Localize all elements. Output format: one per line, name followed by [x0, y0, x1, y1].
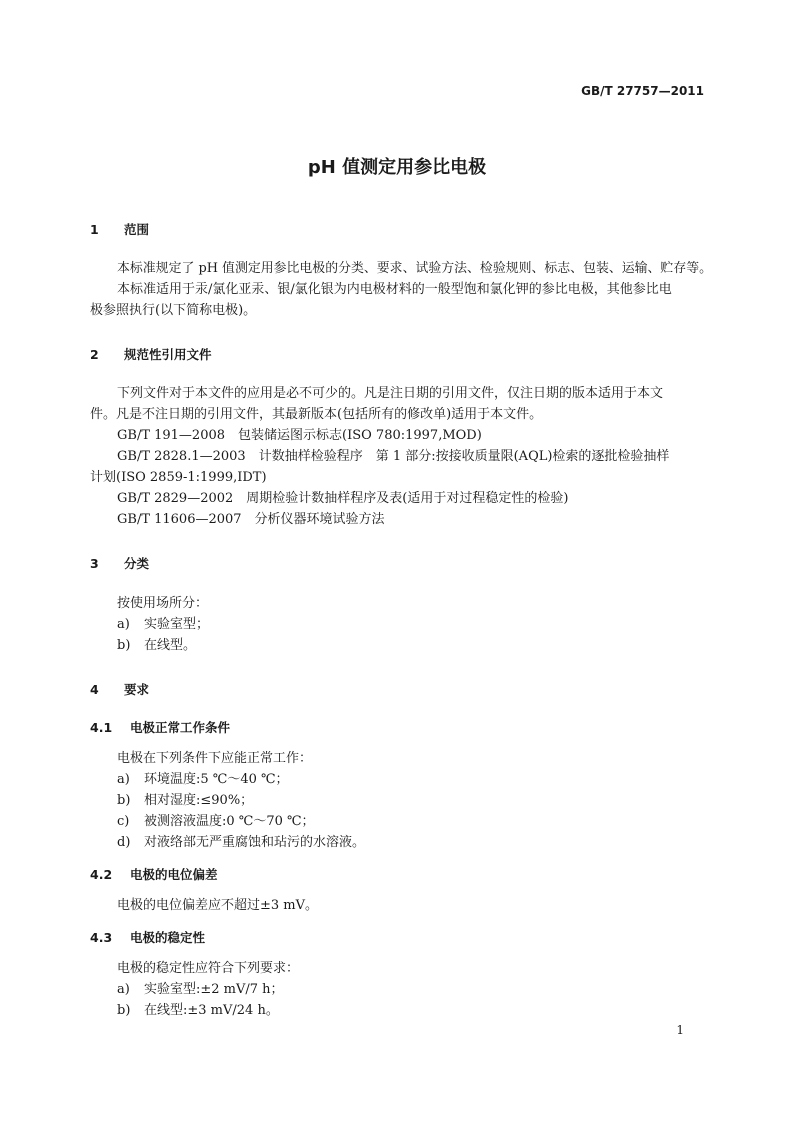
reference-item: 计划(ISO 2859-1:1999,IDT) — [90, 470, 267, 485]
section-title: 电极的电位偏差 — [130, 867, 218, 882]
section-number: 4.3 — [90, 930, 113, 945]
paragraph: 电极在下列条件下应能正常工作： — [117, 751, 313, 766]
paragraph: 电极的稳定性应符合下列要求： — [117, 961, 300, 976]
section-4-heading — [90, 680, 149, 698]
list-text: 环境温度:5 ℃～40 ℃； — [144, 772, 289, 787]
list-marker: b) — [117, 638, 131, 653]
page-title: pH 值测定用参比电极 — [307, 157, 487, 178]
list-marker: b) — [117, 793, 131, 808]
section-number: 3 — [90, 556, 99, 571]
paragraph: 按使用场所分： — [117, 596, 209, 611]
paragraph: 本标准规定了 pH 值测定用参比电极的分类、要求、试验方法、检验规则、标志、包装、运输、贮存等。 — [117, 261, 713, 276]
list-text: 相对湿度:≤90%； — [144, 793, 254, 808]
list-text: 对液络部无严重腐蚀和玷污的水溶液。 — [144, 835, 366, 850]
list-text: 在线型。 — [144, 638, 197, 653]
section-2-heading — [90, 345, 212, 363]
list-marker: d) — [117, 835, 131, 850]
paragraph: 极参照执行(以下简称电极)。 — [90, 303, 257, 318]
list-text: 实验室型:±2 mV/7 h； — [144, 982, 284, 997]
subsection-4-1-heading — [90, 718, 230, 736]
reference-item: GB/T 2829—2002 周期检验计数抽样程序及表(适用于对过程稳定性的检验) — [117, 491, 569, 506]
section-1-heading — [90, 220, 149, 238]
section-title: 电极的稳定性 — [130, 930, 206, 945]
list-item — [117, 812, 315, 832]
list-item — [117, 980, 284, 1000]
list-item — [117, 636, 196, 656]
list-marker: c) — [117, 814, 130, 829]
paragraph: 本标准适用于汞/氯化亚汞、银/氯化银为内电极材料的一般型饱和氯化钾的参比电极，其他参比电 — [117, 282, 672, 297]
list-item — [117, 791, 253, 811]
section-title: 范围 — [124, 222, 150, 237]
reference-item: GB/T 191—2008 包装储运图示标志(ISO 780:1997,MOD) — [117, 428, 482, 443]
reference-item: GB/T 2828.1—2003 计数抽样检验程序 第 1 部分:按接收质量限(AQL)检索的逐批检验抽样 — [117, 449, 670, 464]
paragraph: 下列文件对于本文件的应用是必不可少的。凡是注日期的引用文件，仅注日期的版本适用于本文 — [117, 386, 664, 401]
list-text: 在线型:±3 mV/24 h。 — [144, 1003, 279, 1018]
section-number: 4 — [90, 682, 99, 697]
paragraph: 电极的电位偏差应不超过±3 mV。 — [117, 898, 319, 913]
list-marker: a) — [117, 617, 130, 632]
section-title: 分类 — [124, 556, 150, 571]
list-text: 被测溶液温度:0 ℃～70 ℃； — [144, 814, 315, 829]
standard-code: GB/T 27757—2011 — [581, 84, 704, 98]
paragraph: 件。凡是不注日期的引用文件，其最新版本(包括所有的修改单)适用于本文件。 — [90, 407, 543, 422]
list-marker: a) — [117, 982, 130, 997]
list-text: 实验室型； — [144, 617, 210, 632]
subsection-4-2-heading — [90, 865, 218, 883]
section-title: 要求 — [124, 682, 150, 697]
section-3-heading — [90, 554, 149, 572]
list-item — [117, 770, 289, 790]
page-number: 1 — [676, 1023, 684, 1037]
section-number: 4.1 — [90, 720, 113, 735]
reference-item: GB/T 11606—2007 分析仪器环境试验方法 — [117, 512, 385, 527]
list-marker: a) — [117, 772, 130, 787]
list-marker: b) — [117, 1003, 131, 1018]
section-title: 电极正常工作条件 — [130, 720, 231, 735]
list-item — [117, 1001, 279, 1021]
section-number: 4.2 — [90, 867, 113, 882]
list-item — [117, 615, 209, 635]
list-item — [117, 833, 365, 853]
section-number: 1 — [90, 222, 99, 237]
subsection-4-3-heading — [90, 928, 205, 946]
section-title: 规范性引用文件 — [124, 347, 212, 362]
section-number: 2 — [90, 347, 99, 362]
